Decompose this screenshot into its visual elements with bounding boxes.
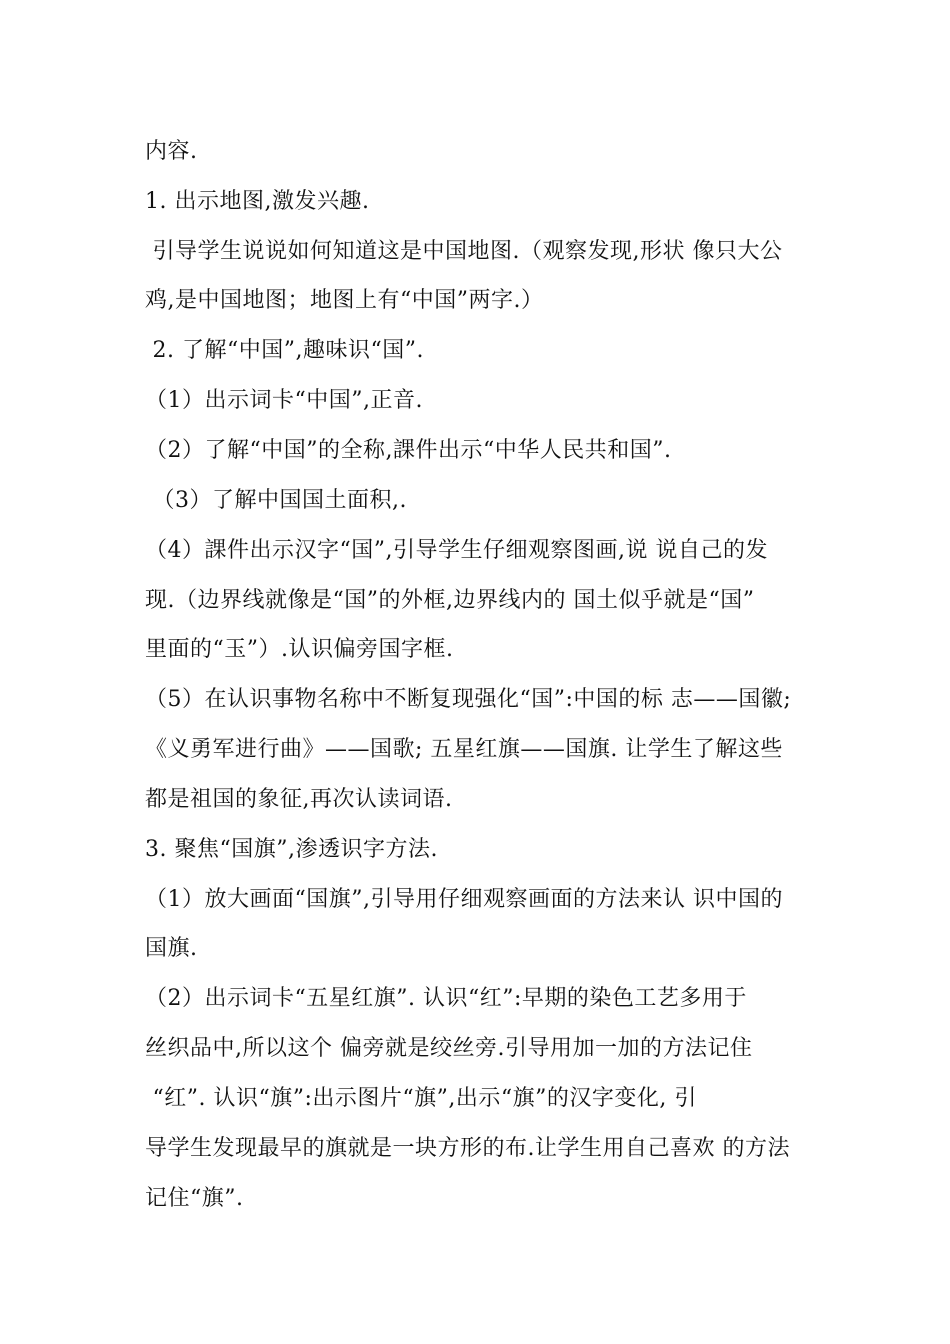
text-line: 记住“旗”. (145, 1186, 244, 1211)
text-line: 鸡,是中国地图；地图上有“中国”两字.） (145, 288, 544, 313)
text-line: （1）出示词卡“中国”,正音. (145, 388, 423, 413)
text-line: 1. 出示地图,激发兴趣. (145, 189, 370, 214)
text-line: （3）了解中国国土面积,. (145, 488, 407, 513)
text-line: “红”. 认识“旗”:出示图片“旗”,出示“旗”的汉字变化, 引 (145, 1086, 697, 1111)
text-line: 《义勇军进行曲》——国歌; 五星红旗——国旗. 让学生了解这些 (145, 737, 783, 762)
text-line: 引导学生说说如何知道这是中国地图.（观察发现,形状 像只大公 (145, 239, 783, 264)
text-line: （1）放大画面“国旗”,引导用仔细观察画面的方法来认 识中国的 (145, 887, 783, 912)
text-line: 内容. (145, 139, 198, 164)
text-line: 国旗. (145, 936, 198, 961)
text-line: 导学生发现最早的旗就是一块方形的布.让学生用自己喜欢 的方法 (145, 1136, 790, 1161)
text-line: 3. 聚焦“国旗”,渗透识字方法. (145, 837, 438, 862)
text-line: 里面的“玉”）.认识偏旁国字框. (145, 637, 454, 662)
text-line: 现.（边界线就像是“国”的外框,边界线内的 国土似乎就是“国” (145, 588, 755, 613)
text-line: 2. 了解“中国”,趣味识“国”. (145, 338, 424, 363)
text-line: 都是祖国的象征,再次认读词语. (145, 787, 453, 812)
text-line: （2）出示词卡“五星红旗”. 认识“红”:早期的染色工艺多用于 (145, 986, 747, 1011)
text-line: （2）了解“中国”的全称,課件出示“中华人民共和国”. (145, 438, 672, 463)
text-line: （5）在认识事物名称中不断复现强化“国”:中国的标 志——国徽; (145, 687, 792, 712)
text-line: （4）課件出示汉字“国”,引导学生仔细观察图画,说 说自己的发 (145, 538, 768, 563)
text-line: 丝织品中,所以这个 偏旁就是绞丝旁.引导用加一加的方法记住 (145, 1036, 753, 1061)
